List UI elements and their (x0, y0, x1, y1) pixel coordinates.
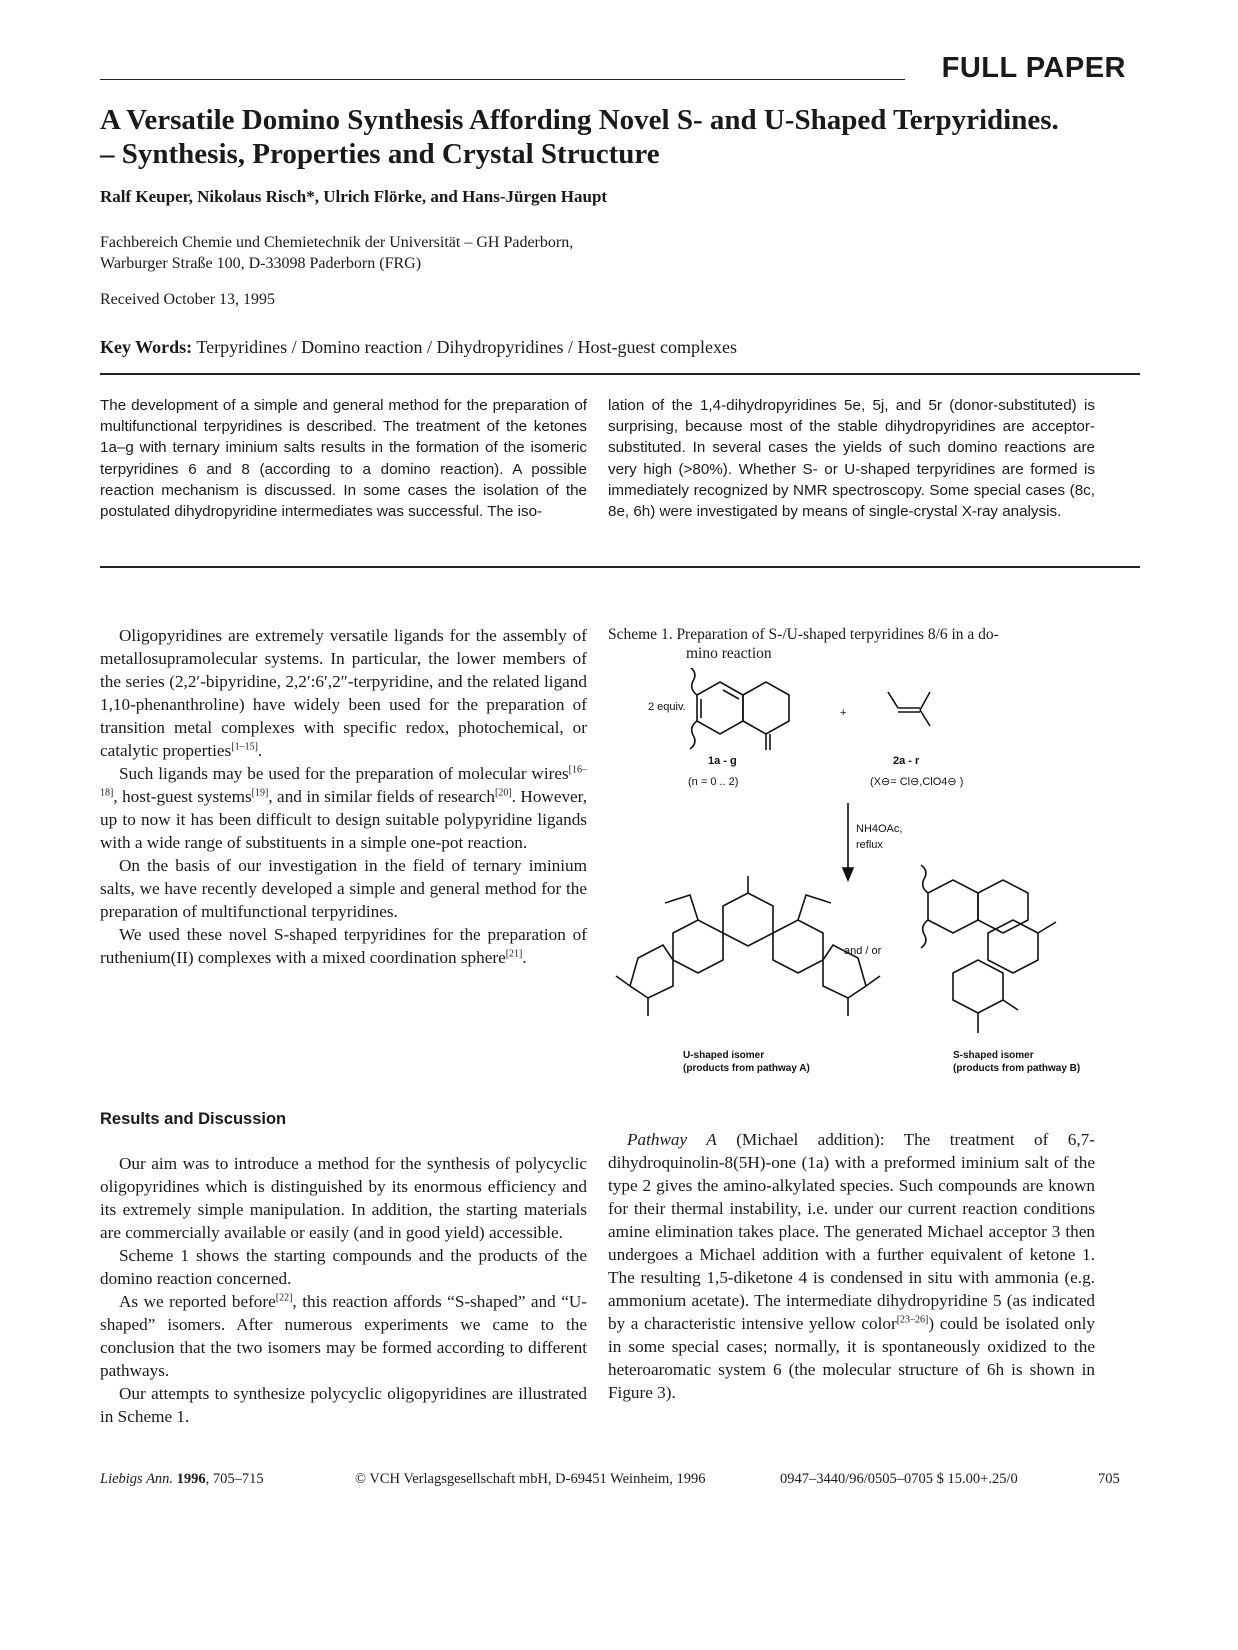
authors: Ralf Keuper, Nikolaus Risch*, Ulrich Flörke, and Hans-Jürgen Haupt (100, 187, 608, 206)
title-line-1: A Versatile Domino Synthesis Affording Novel S- and U-Shaped Terpyridines. (100, 104, 1059, 136)
intro-paragraph: Oligopyridines are extremely versatile ligands for the assembly of metallosupramolecular systems. In particular, the lower members of the series (2,2′-bipyridine, 2,2′:6′,2″-terpyridine, and the related ligand 1,10-phenanthroline) have widely been used for the preparation of transition metal complexes with specific redox, photochemical, or catalytic properties[1–15]. (100, 626, 587, 760)
results-text (100, 1152, 587, 1428)
title-line-2: – Synthesis, Properties and Crystal Structure (100, 138, 660, 170)
abstract-bottom-rule (100, 566, 1140, 568)
keywords-label: Key Words: (100, 337, 193, 357)
intro-paragraph: Such ligands may be used for the preparation of molecular wires[16–18], host-guest systems[19], and in similar fields of research[20]. However, up to now it has been difficult to design suitable polypyridine ligands with a wide range of substituents in a simple one-pot reaction. (100, 764, 588, 852)
abstract-top-rule (100, 373, 1140, 375)
ketone-range: (n = 0 .. 2) (688, 776, 739, 788)
reagent-1: NH4OAc, (856, 823, 903, 835)
section-label: FULL PAPER (941, 52, 1126, 84)
salt-label: 2a - r (893, 755, 920, 767)
pathway-a-text: Pathway A (Michael addition): The treatment of 6,7-dihydroquinolin-8(5H)-one (1a) with a preformed iminium salt of the type 2 gives the amino-alkylated species. Such compounds are known for their thermal instability, i.e. under our current reaction conditions amine elimination takes place. The generated Michael acceptor 3 then undergoes a Michael addition with a further equivalent of ketone 1. The resulting 1,5-diketone 4 is condensed in situ with ammonia (e.g. ammonium acetate). The intermediate dihydropyridine 5 (as indicated by a characteristic intensive yellow color[23–26]) could be isolated only in some special cases; normally, it is spontaneously oxidized to the heteroaromatic system 6 (the molecular structure of 6h is shown in Figure 3). (608, 1130, 1095, 1402)
s-shaped-structure (921, 865, 1056, 1033)
pathway-label: Pathway A (627, 1130, 717, 1149)
results-heading: Results and Discussion (100, 1110, 287, 1128)
scheme-1-diagram (608, 668, 1138, 1088)
keywords-text: Terpyridines / Domino reaction / Dihydropyridines / Host-guest complexes (196, 337, 737, 357)
u-label-2: (products from pathway A) (683, 1063, 810, 1074)
intro-paragraph: On the basis of our investigation in the field of ternary iminium salts, we have recently developed a simple and general method for the preparation of multifunctional terpyridines. (100, 856, 587, 921)
affiliation-line-1: Fachbereich Chemie und Chemietechnik der Universität – GH Paderborn, (100, 234, 574, 251)
u-label-1: U-shaped isomer (683, 1050, 765, 1061)
footer-citation: Liebigs Ann. 1996, 705–715 (100, 1471, 264, 1487)
introduction (100, 624, 587, 969)
keywords (100, 337, 737, 358)
reagent-2: reflux (856, 839, 883, 851)
s-label-1: S-shaped isomer (953, 1050, 1034, 1061)
s-label-2: (products from pathway B) (953, 1063, 1081, 1074)
affiliation (100, 232, 573, 274)
abstract-left: The development of a simple and general method for the preparation of multifunctional terpyridines is described. The treatment of the ketones 1a–g with ternary iminium salts results in the formation of the isomeric terpyridines 6 and 8 (according to a domino reaction). A possible reaction mechanism is discussed. In some cases the isolation of the postulated dihydropyridine intermediates was successful. The iso- (100, 397, 587, 521)
affiliation-line-2: Warburger Straße 100, D-33098 Paderborn (FRG) (100, 255, 422, 272)
footer-publisher: © VCH Verlagsgesellschaft mbH, D-69451 Weinheim, 1996 (355, 1471, 706, 1487)
results-paragraph: Our attempts to synthesize polycyclic oligopyridines are illustrated in Scheme 1. (100, 1384, 587, 1426)
ketone-label: 1a - g (708, 755, 737, 767)
received-date: Received October 13, 1995 (100, 291, 276, 308)
results-paragraph: Scheme 1 shows the starting compounds and the products of the domino reaction concerned. (100, 1246, 587, 1288)
equiv-label: 2 equiv. (648, 701, 686, 713)
abstract-right: lation of the 1,4-dihydropyridines 5e, 5j, and 5r (donor-substituted) is surprising, because most of the stable dihydropyridines are acceptor-substituted. In several cases the yields of such domino reactions are very high (>80%). Whether S- or U-shaped terpyridines are formed is immediately recognized by NMR spectroscopy. Some special cases (8c, 8e, 6h) were investigated by means of single-crystal X-ray analysis. (608, 397, 1095, 521)
iminium-structure (888, 692, 930, 726)
footer-code: 0947–3440/96/0505–0705 $ 15.00+.25/0 (780, 1471, 1018, 1487)
intro-paragraph: We used these novel S-shaped terpyridines for the preparation of ruthenium(II) complexes with a mixed coordination sphere[21]. (100, 925, 587, 967)
results-paragraph: Our aim was to introduce a method for the synthesis of polycyclic oligopyridines which is distinguished by its enormous efficiency and its extremely simple manipulation. In addition, the starting materials are commercially available or easily (and in good yield) accessible. (100, 1154, 587, 1242)
ketone-structure (690, 668, 789, 750)
paper-title (100, 103, 1140, 171)
scheme-caption: Scheme 1. Preparation of S-/U-shaped terpyridines 8/6 in a do- mino reaction (608, 626, 999, 662)
and-or: and / or (844, 945, 882, 957)
page-number: 705 (1098, 1471, 1120, 1487)
results-paragraph: As we reported before[22], this reaction affords “S-shaped” and “U-shaped” isomers. After numerous experiments we came to the conclusion that the two isomers may be formed according to different pathways. (100, 1292, 587, 1380)
salt-anion: (X⊖= Cl⊖,ClO4⊖ ) (870, 776, 964, 788)
u-shaped-structure (616, 876, 880, 1016)
plus-sign: + (840, 707, 847, 719)
header-rule (100, 79, 905, 80)
